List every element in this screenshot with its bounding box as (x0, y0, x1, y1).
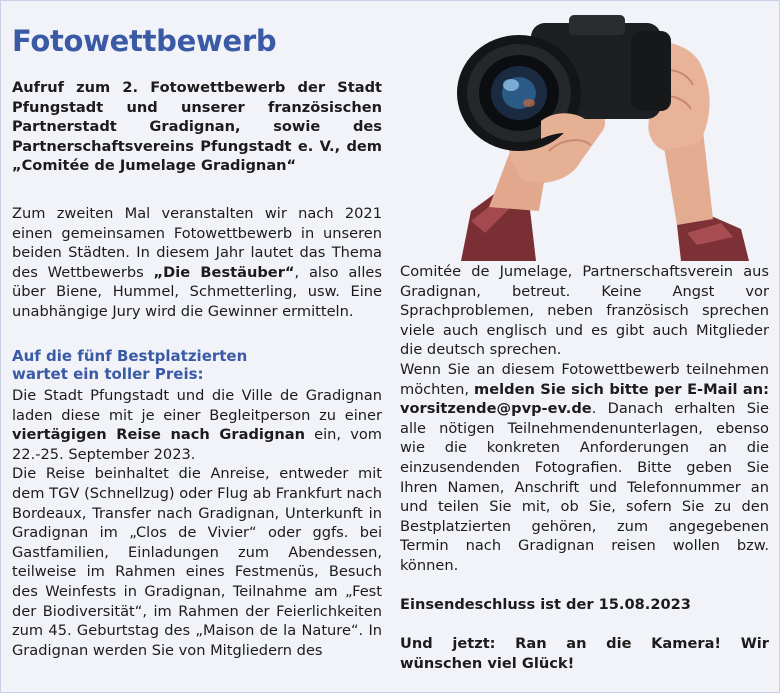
subhead-line-2: wartet ein toller Preis: (12, 365, 204, 383)
body2-p1-before: Die Stadt Pfungstadt und die Ville de Gradignan laden diese mit je einer Begleitperson zu einer (12, 387, 382, 424)
body-paragraph-1 (12, 204, 382, 322)
spacer (400, 615, 769, 635)
trip-bold: viertägigen Reise nach Gradignan (12, 426, 305, 444)
hands-camera-image (441, 11, 759, 261)
page-title: Fotowettbewerb (12, 24, 277, 58)
right-p2-after: . Danach erhalten Sie alle nötigen Teilnehmendenunterlagen, ebenso wie die konkreten Anforderungen an die einzusendenden Fotografien. Bitte geben Sie Ihren Namen, Anschrift und Telefonnummer an und teilen Sie mit, ob Sie, sofern Sie zu den Bestplatzierten gehören, zum angegebenen Termin nach Gradignan reisen wollen bzw. können. (400, 400, 769, 574)
deadline-text: Einsendeschluss ist der 15.08.2023 (400, 596, 691, 614)
email-bold: melden Sie sich bitte per E-Mail an: vorsitzende@pvp-ev.de (400, 380, 769, 418)
body1-text-before: Zum zweiten Mal veranstalten wir nach 2021 einen gemeinsamen Fotowettbewerb in unseren beiden Städten. In diesem Jahr lautet das Thema des Wettbewerbs (12, 205, 382, 281)
closing-text: Und jetzt: Ran an die Kamera! Wir wünschen viel Glück! (400, 635, 769, 672)
right-column (400, 262, 769, 673)
intro-text: Aufruf zum 2. Fotowettbewerb der Stadt Pfungstadt und unserer französischen Partnerstadt Gradignan, sowie des Partnerschaftsvereins Pfungstadt e. V., dem „Comitée de Jumelage Gradignan“ (12, 79, 382, 175)
body2-p2: Die Reise beinhaltet die Anreise, entweder mit dem TGV (Schnellzug) oder Flug ab Frankfurt nach Bordeaux, Transfer nach Gradignan, Unterkunft in Gradignan im „Clos de Vivier“ oder ggfs. bei Gastfamilien, Einladungen zum Abendessen, teilweise im Rahmen eines Festmenüs, Besuch des Weinfests in Gradignan, Teilnahme am „Fest der Biodiversität“, im Rahmen der Feierlichkeiten zum 45. Geburtstag des „Maison de la Nature“. In Gradignan werden Sie von Mitgliedern des (12, 465, 382, 659)
body1-text-after: , also alles über Biene, Hummel, Schmetterling, usw. Eine unabhängige Jury wird die Gewinner ermitteln. (12, 263, 382, 320)
prize-subheading (12, 347, 382, 383)
right-p1: Comitée de Jumelage, Partnerschaftsverein aus Gradignan, betreut. Keine Angst vor Sprachproblemen, neben französisch sprechen viele auch englisch und es gibt auch Mitglieder die deutsch sprechen. (400, 263, 769, 359)
subhead-line-1: Auf die fünf Bestplatzierten (12, 347, 248, 365)
body-paragraph-2 (12, 386, 382, 660)
right-p2-before: Wenn Sie an diesem Fotowettbewerb teilnehmen möchten, (400, 360, 769, 398)
body2-p1-after: ein, vom 22.-25. September 2023. (12, 426, 383, 463)
camera-photo (441, 11, 759, 261)
theme-bold: „Die Bestäuber“ (153, 263, 295, 281)
intro-paragraph (12, 78, 382, 176)
spacer (400, 576, 769, 596)
